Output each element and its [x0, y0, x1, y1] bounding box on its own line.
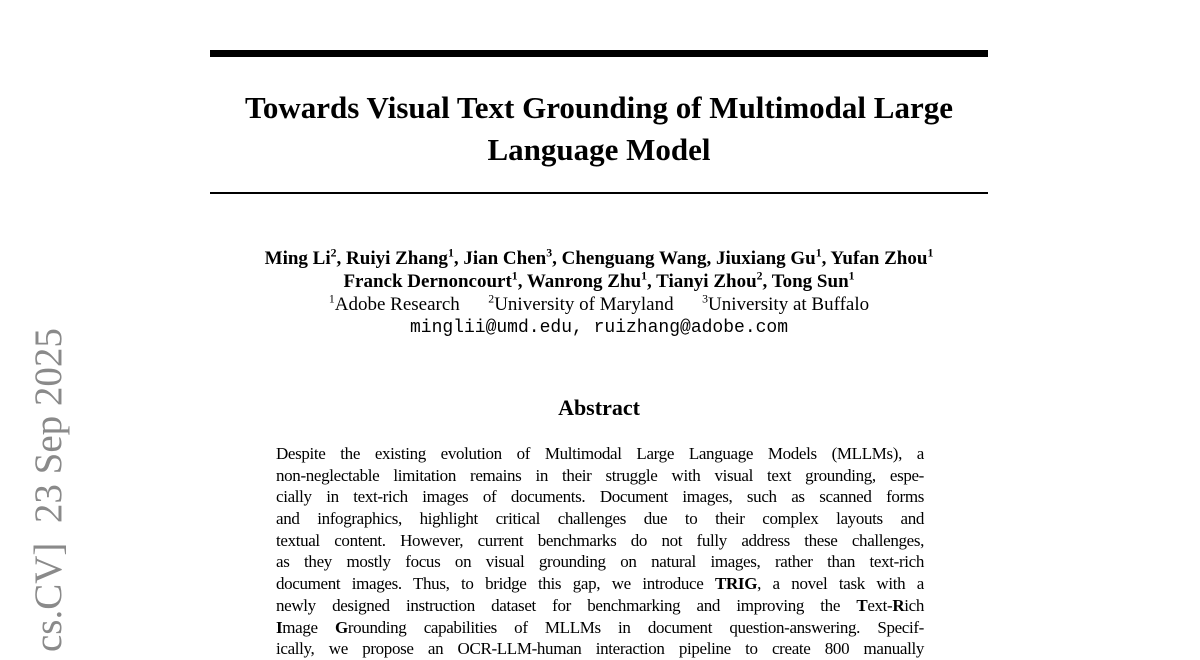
text-segment: T: [856, 595, 868, 615]
author-line-1: [160, 247, 1038, 270]
abstract-line: [276, 638, 924, 660]
paper-title: [210, 87, 988, 171]
abstract-line: [276, 530, 924, 552]
text-segment: ically, we propose an OCR-LLM-human interaction pipeline to create 800 manually: [276, 639, 924, 659]
text-segment: [674, 294, 703, 315]
abstract-line: [276, 443, 924, 465]
text-segment: [460, 294, 489, 315]
text-segment: newly designed instruction dataset for benchmarking and improving the: [276, 595, 857, 615]
text-segment: rounding capabilities of MLLMs in document question-answering. Specif-: [347, 617, 924, 637]
arxiv-stamp: cs.CV] 23 Sep 2025: [27, 328, 70, 652]
text-segment: mage: [282, 617, 335, 637]
author-line-2: [160, 270, 1038, 293]
abstract-line: [276, 508, 924, 530]
text-segment: , Yufan Zhou: [821, 248, 928, 269]
title-rule-bottom: [210, 192, 988, 194]
paper-title-line-1: Towards Visual Text Grounding of Multimodal Large: [245, 90, 953, 125]
superscript: 1: [447, 246, 454, 260]
text-segment: and infographics, highlight critical challenges due to their complex layouts and: [276, 509, 924, 529]
text-segment: as they mostly focus on visual grounding on natural images, rather than text-rich: [276, 552, 924, 572]
text-segment: ich: [904, 595, 924, 615]
superscript: 1: [328, 292, 335, 306]
text-segment: I: [276, 617, 283, 637]
text-segment: document images. Thus, to bridge this gap, we introduce: [276, 574, 716, 594]
text-segment: Franck Dernoncourt: [343, 271, 512, 292]
text-segment: R: [892, 595, 905, 615]
text-segment: , Tong Sun: [762, 271, 849, 292]
text-segment: University at Buffalo: [707, 294, 870, 315]
text-segment: University of Maryland: [494, 294, 674, 315]
superscript: 2: [488, 292, 495, 306]
abstract-line: [276, 595, 924, 617]
superscript: 2: [756, 269, 763, 283]
superscript: 3: [546, 246, 553, 260]
superscript: 1: [815, 246, 822, 260]
text-segment: , Chenguang Wang, Jiuxiang Gu: [552, 248, 816, 269]
text-segment: , a novel task with a: [757, 574, 924, 594]
text-segment: Adobe Research: [334, 294, 460, 315]
superscript: 2: [330, 246, 337, 260]
text-segment: G: [334, 617, 348, 637]
abstract-line: [276, 465, 924, 487]
text-segment: , Jian Chen: [453, 248, 547, 269]
abstract-heading: Abstract: [558, 395, 640, 420]
abstract-line: [276, 573, 924, 595]
superscript: 1: [848, 269, 855, 283]
text-segment: non-neglectable limitation remains in their struggle with visual text grounding, espe-: [276, 465, 924, 485]
text-segment: , Wanrong Zhu: [517, 271, 642, 292]
superscript: 1: [927, 246, 934, 260]
affiliations-line: [160, 293, 1038, 316]
superscript: 1: [511, 269, 518, 283]
abstract-line: [276, 551, 924, 573]
text-segment: ext-: [867, 595, 893, 615]
email-line: minglii@umd.edu, ruizhang@adobe.com: [409, 318, 789, 338]
text-segment: Ming Li: [264, 248, 331, 269]
abstract-body: [276, 443, 924, 660]
superscript: 3: [702, 292, 708, 306]
abstract-line: [276, 486, 924, 508]
title-rule-top: [210, 50, 988, 57]
text-segment: textual content. However, current benchmarks do not fully address these challenges,: [276, 530, 924, 550]
abstract-line: [276, 617, 924, 639]
author-block: [160, 247, 1038, 316]
text-segment: TRIG: [715, 574, 758, 594]
text-segment: , Tianyi Zhou: [646, 271, 757, 292]
text-segment: , Ruiyi Zhang: [336, 248, 448, 269]
text-segment: cially in text-rich images of documents. Document images, such as scanned forms: [276, 487, 924, 507]
text-segment: Despite the existing evolution of Multimodal Large Language Models (MLLMs), a: [276, 444, 924, 463]
superscript: 1: [641, 269, 647, 283]
paper-title-line-2: Language Model: [487, 132, 711, 167]
